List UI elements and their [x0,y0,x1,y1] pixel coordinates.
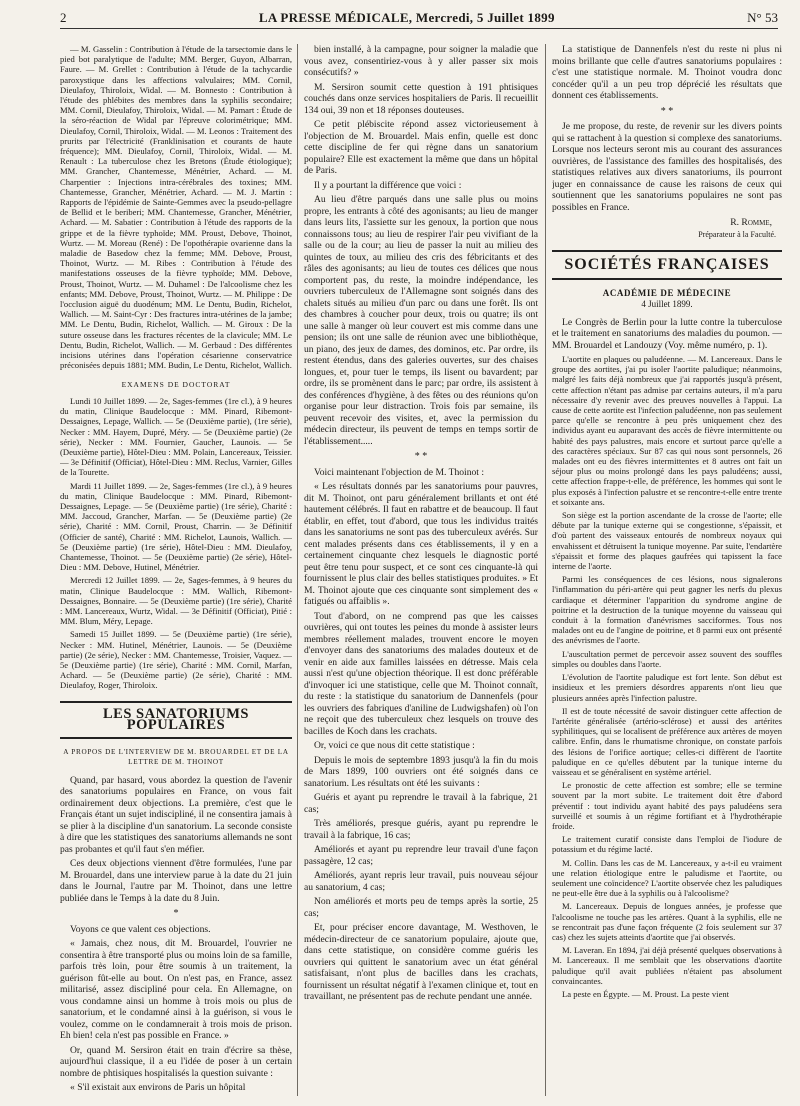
exam-paragraph: Lundi 10 Juillet 1899. — 2e, Sages-femmes (1re cl.), à 9 heures du matin, Clinique Baudelocque : MM. Pinard, Ribemont-Dessaignes, Lepage, Wallich. — 5e (Deuxième partie), (1re série), Necker : MM. Hayem, Dupré, Méry. — 5e (Deuxième partie) (2e série), Necker : MM. Fournier, Gaucher, Launois. — 5e (Deuxième partie), Hôtel-Dieu : MM. Polain, Lancereaux, Teissier. — 3e Définitif (Officiat), Hôtel-Dieu : MM. Reclus, Varnier, Gilles de la Tourette. [60,396,292,478]
column-3 [552,44,782,1106]
issue-number: N° 53 [747,10,778,25]
page-number: 2 [60,10,67,25]
session-paragraph: Le pronostic de cette affection est sombre; elle se termine souvent par la mort subite. Le traitement doit être d'abord préventif : tout individu ayant habité des pays paludéens sera surveillé et soumis à un régime fortifiant et à l'hydrothérapie froide. [552,780,782,831]
article-paragraph: bien installé, à la campagne, pour soigner la maladie que vous avez, consentiriez-vous à y aller passer six mois consécutifs? » [304,44,538,78]
article-paragraph: Or, quand M. Sersiron était en train d'écrire sa thèse, aujourd'hui classique, il a eu l'idée de poser à un certain nombre de phtisiques hospitalisés la question suivante : [60,1044,292,1079]
section-title: SOCIÉTÉS FRANÇAISES [552,250,782,280]
statistic-item: Guéris et ayant pu reprendre le travail à la fabrique, 21 cas; [304,792,538,815]
article-paragraph: « S'il existait aux environs de Paris un hôpital [70,1082,246,1094]
session-paragraph: L'auscultation permet de percevoir assez souvent des souffles simples ou doubles dans l'aorte. [552,648,782,669]
article-paragraph: Depuis le mois de septembre 1893 jusqu'à la fin du mois de Mars 1899, 100 ouvriers ont été soignés dans ce sanatorium. Les résultats ont été les suivants : [304,754,538,789]
column-rule-2 [545,44,546,1096]
section-separator: * [173,908,179,920]
session-paragraph: M. Collin. Dans les cas de M. Lancereaux, y a-t-il eu vraiment une relation étiologique entre le paludisme et l'aortite, ou seulement une coïncidence? L'aortite observée chez les paludiques ne peut-elle être due à la syphilis ou à l'alcoolisme? [552,857,782,899]
session-paragraph: Le Congrès de Berlin pour la lutte contre la tuberculose et le traitement en sanatoriums des maladies du poumon. — MM. Brouardel et Landouzy (Voy. même numéro, p. 1). [552,316,782,351]
session-paragraph: L'évolution de l'aortite paludique est fort lente. Son début est insidieux et les premiers désordres apparents n'ont lieu que plusieurs années après l'infection palustre. [552,672,782,703]
article-paragraph: La statistique de Dannenfels n'est du reste ni plus ni moins brillante que celle d'autres sanatoriums populaires : c'est une statistique normale. M. Thoinot voudra donc concéder qu'il a un peu trop déprécié les résultats que donnent ces établissements. [552,44,782,101]
statistic-item: Très améliorés, presque guéris, ayant pu reprendre le travail à la fabrique, 16 cas; [304,818,538,841]
statistic-item: Non améliorés et morts peu de temps après la sortie, 25 cas; [304,896,538,919]
exam-heading: EXAMENS DE DOCTORAT [121,379,231,389]
article-paragraph: Il y a pourtant la différence que voici : [314,179,462,191]
session-paragraph: Le traitement curatif consiste dans l'emploi de l'iodure de potassium et du régime lacté. [552,834,782,855]
article-paragraph: « Les résultats donnés par les sanatoriums pour pauvres, dit M. Thoinot, ont paru généralement brillants et ont été hautement célébrés. Il faut en rabattre et de beaucoup. Il faut établir, en effet, tout d'abord, que tous les individus traités dans les sanatoriums ne sont pas des tuberculeux avérés. Sur cent malades présents dans ces établissements, il y en a certainement cinquante chez lesquels le diagnostic porté peut être tenu pour suspect, et ce sont ces cinquante-là qui fournissent le plus clair des belles statistiques produites. » Et M. Thoinot ajoute que ces cinquante sont simplement des « fatigués ou affaiblis ». [304,481,538,607]
session-paragraph: La peste en Égypte. — M. Proust. La peste vient [562,988,730,999]
article-paragraph: Je me propose, du reste, de revenir sur les divers points qui se rattachent à la question si complexe des sanatoriums. Lorsque nos lecteurs seront mis au courant des assurances ouvrières, de l'assistance des familles des hospitalisés, des statistiques relatives aux divers sanatoriums, ils pourront juger en connaissance de cause les raisons de ceux qui soutiennent que les sanatoriums populaires ne sont pas possibles en France. [552,121,782,213]
column-rule-1 [297,44,298,1096]
article-paragraph: M. Sersiron soumit cette question à 191 phtisiques couchés dans onze services hospitaliers de Paris. Il recueillit 134 oui, 39 non et 18 réponses douteuses. [304,81,538,116]
article-paragraph: Au lieu d'être parqués dans une salle plus ou moins propre, les entrants à côté des agonisants; au lieu de manger dans leurs lits, l'assiette sur les genoux, la portion que nous connaissons tous; au lieu de respirer l'air peu vivifiant de la salle ou de la cour; au lieu de passer la nuit au milieu des quintes de toux, au milieu des cris des fébricitants et des râles des agonisants; au lieu de toutes ces délices que nous comportent pas, du reste, la moindre indépendance, les ouvriers tuberculeux de l'Allemagne sont soignés dans des chalets situés au milieu d'un parc ou dans une forêt. Ils ont des chambres à coucher pour deux, trois ou quatre; ils ont une salle à manger où leur couvert est mis comme dans une pension; ils ont une salle de réunion avec une bibliothèque, un piano, des jeux de dames, des dominos, etc. Par ordre, ils restent étendus, dans des galeries ouvertes, sur des chaises longues, et, pour tuer le temps, ils lisent ou bavardent; par ordre, ils se promènent dans le parc; par ordre, ils assistent à des conférences d'hygiène, à des fêtes ou des réunions qu'on organise pour leur distraction. Trois fois par semaine, ils peuvent recevoir des visites, et, avec la permission du médecin directeur, ils peuvent de temps en temps sortir de l'établissement..... [304,194,538,447]
article-paragraph: Voyons ce que valent ces objections. [70,923,211,935]
article-title: LES SANATORIUMS POPULAIRES [60,701,292,739]
column-1 [60,44,292,1106]
article-paragraph: Or, voici ce que nous dit cette statistique : [314,740,475,751]
session-paragraph: M. Laveran. En 1894, j'ai déjà présenté quelques observations à M. Lancereaux. Il me semblait que les observations d'aortite paludique qu'il avait publiées n'étaient pas absolument convaincantes. [552,945,782,986]
statistic-item: Améliorés, ayant repris leur travail, puis nouveau séjour au sanatorium, 4 cas; [304,870,538,893]
article-paragraph: Ces deux objections viennent d'être formulées, l'une par M. Brouardel, dans une interview parue à la date du 21 juin dans le Journal, l'autre par M. Thoinot, dans une lettre publiée dans le Temps à la date du 8 Juin. [60,858,292,904]
journal-title: LA PRESSE MÉDICALE, Mercredi, 5 Juillet 1899 [258,10,555,25]
article-paragraph: Ce petit plébiscite répond assez victorieusement à l'objection de M. Brouardel. Mais enfin, quelle est donc cette discipline de fer qui règne dans un sanatorium populaire? Elle est exactement la même que dans un hôpital de Paris. [304,119,538,176]
exam-paragraph: Samedi 15 Juillet 1899. — 5e (Deuxième partie) (1re série), Necker : MM. Hutinel, Ménétrier, Launois. — 5e (Deuxième partie) (2e série), Necker : MM. Chantemesse, Troisier, Vaquez. — 5e (Deuxième partie) (1re série), Charité : MM. Cornil, Marfan, Achard. — 5e (Deuxième partie) (2e série), Charité : MM. Dieulafoy, Roger, Thiroloix. [60,629,292,691]
article-paragraph: Quand, par hasard, vous abordez la question de l'avenir des sanatoriums populaires en France, on vous fait ordinairement deux objections. La première, c'est que le Français étant un sujet indiscipliné, il ne consentira jamais à se plier à la discipline d'un sanatorium. La seconde consiste à dire que les statistiques des sanatoriums allemands ne sont pas probantes et qu'il faut s'en méfier. [60,774,292,855]
statistic-item: Améliorés et ayant pu reprendre leur travail d'une façon passagère, 12 cas; [304,844,538,867]
article-paragraph: « Jamais, chez nous, dit M. Brouardel, l'ouvrier ne consentira à être transporté plus ou moins loin de sa famille, parfois très loin, pour être soumis à un traitement, la guérison fût-elle au bout. On n'est pas, en France, assez militarisé, assez discipliné pour cela. En Allemagne, on vous condamne ainsi un homme à trois mois ou plus de sanatorium, et le condamné ainsi à la guérison, si vous le voulez, comme on le condamnerait à trois mois de prison. Eh bien! cela n'est pas possible en France. » [60,938,292,1042]
exam-paragraph: Mardi 11 Juillet 1899. — 2e, Sages-femmes (1re cl.), à 9 heures du matin, Clinique Baudelocque : MM. Pinard, Ribemont-Dessaignes, Lepage. — 5e (Deuxième partie) (1re série), Charité : MM. Jaccoud, Grancher, Marfan. — 5e (Deuxième partie) (2e série), Charité : MM. Cornil, Proust, Charrin. — 3e Définitif (Officier de santé), Charité : MM. Richelot, Launois, Wallich. — 5e (Deuxième partie) (1re série), Hôtel-Dieu : MM. Dieulafoy, Chantemesse, Thoinot. — 5e (Deuxième partie) (2e série), Hôtel-Dieu : MM. Debove, Hutinel, Ménétrier. [60,480,292,573]
section-separator: * * [660,105,674,117]
author-signature: R. Romme, [730,217,772,228]
section-separator: * * [414,451,428,462]
author-title: Préparateur à la Faculté. [698,229,776,239]
column-2 [304,44,538,1106]
article-paragraph: Tout d'abord, on ne comprend pas que les caisses ouvrières, qui ont toutes les peines du monde à assister leurs membres réellement malades, trouvent encore le moyen d'envoyer dans des sanatoriums des malades douteux et de venir en aide aux familles laissées en détresse. Mais cela aussi n'est qu'une objection théorique. Il est donc préférable d'invoquer ici une statistique, celle que M. Thoinot connaît, du reste : la statistique du sanatorium de Dannenfels (pour les ouvriers des fabriques d'aniline de Ludwigshafen) où l'on ne reçoit que des tuberculeux chez lesquels on trouve des bacilles de Koch dans les crachats. [304,610,538,737]
article-paragraph: Voici maintenant l'objection de M. Thoinot : [314,466,485,478]
academy-date: 4 Juillet 1899. [641,299,693,309]
article-subtitle: A PROPOS DE L'INTERVIEW DE M. BROUARDEL ET DE LA LETTRE DE M. THOINOT [63,747,289,766]
page-header [60,6,778,29]
session-paragraph: L'aortite en plaques ou paludéenne. — M. Lancereaux. Dans le groupe des aortites, j'ai pu isoler l'aortite paludique; néanmoins, malgré les faits déjà nombreux que j'ai rapportés jusqu'à présent, cette affection n'étant pas admise par certains auteurs, il m'a paru nécessaire d'y revenir avec des preuves nouvelles à l'appui. La cause de cette aortite est l'infection paludéenne, non pas seulement parce qu'elle se rencontre à peu près uniquement chez des individus ayant eu auparavant des accès de fièvre intermittente ou habité des pays palustres, mais encore et surtout parce qu'elle a des caractères spéciaux. Sur 87 cas qui nous sont personnels, 26 malades ont eu des fièvres intermittentes et 8 autres ont fait un séjour plus ou moins prolongé dans les pays paludéens; aussi, cette affection frappe-t-elle, de préférence, les hommes qui sont le plus exposés à l'infection palustre et se rencontre-t-elle entre trente et soixante ans. [552,354,782,507]
academy-heading: ACADÉMIE DE MÉDECINE [602,287,732,298]
session-paragraph: Son siège est la portion ascendante de la crosse de l'aorte; elle débute par la tunique externe qui se congestionne, s'épaissit, et d'où partent des vaisseaux entourés de nombreux noyaux qui envahissent et détruisent la tunique moyenne. Par suite, l'endartère s'épaissit et forme des plaques gaufrées qui tapissent la face interne de l'aorte. [552,510,782,572]
article-paragraph: Et, pour préciser encore davantage, M. Westhoven, le médecin-directeur de ce sanatorium populaire, ajoute que, dans cette statistique, on considère comme guéris les ouvriers qui quittent le sanatorium avec un état général satisfaisant, n'ont plus de bacilles dans les crachats, fournissent un résultat négatif à l'examen clinique et, tout en travaillant, ne présentent pas de rechute pendant une année. [304,922,538,1002]
session-paragraph: Parmi les conséquences de ces lésions, nous signalerons l'inflammation du péri-artère qui peut gagner les nerfs du plexus cardiaque et déterminer l'apparition du syndrome angine de poitrine et la destruction de la tunique moyenne du vaisseau qui conduit à la formation d'anévrismes sacciformes. Tous nos malades ont eu de l'angine de poitrine, et 8 parmi eux ont présenté des anévrismes de l'aorte. [552,574,782,646]
session-paragraph: M. Lancereaux. Depuis de longues années, je professe que l'alcoolisme ne touche pas les artères. Quant à la syphilis, elle ne se rencontrait pas d'une façon fréquente (2 fois seulement sur 37 cas) chez les sujets atteints d'aortite que j'ai observés. [552,901,782,942]
session-paragraph: Il est de toute nécessité de savoir distinguer cette affection de l'artérite généralisée (artério-sclérose) et aussi des artérites syphilitiques, qui se localisent de préférence aux artères de moyen calibre. Enfin, dans le rhumatisme chronique, on constate parfois des lésions de l'orifice aortique; celles-ci diffèrent de l'aortite paludique en ce qu'elles débutent par la tunique interne du vaisseau et se généralisent en système artériel. [552,705,782,777]
thesis-list: — M. Gasselin : Contribution à l'étude de la tarsectomie dans le pied bot paralytique de l'adulte; MM. Berger, Guyon, Albarran, Faure. — M. Grellet : Contribution à l'étude de la tachycardie paroxystique dans les affections valvulaires; MM. Cornil, Dieulafoy, Thiroloix, Widal. — M. Bonnesto : Contribution à l'étude des phlébites des membres dans la syphilis secondaire; MM. Cornil, Dieulafoy, Thiroloix, Widal. — M. Pamart : Étude de la séro-réaction de Widal par l'épreuve colorimétrique; MM. Dieulafoy, Cornil, Thiroloix, Widal. — M. Leonos : Traitement des prurits par l'électricité (Franklinisation et courants de haute fréquence); MM. Dieulafoy, Cornil, Thiroloix, Widal. — M. Renault : La tuberculose chez les Bretons (Étude étiologique); MM. Grancher, Chantemesse, Ménétrier, Achard. — M. Charpentier : Injections intra-cérébrales des toxines; MM. Chantemesse, Grancher, Ménétrier, Achard. — M. J. Martin : Rapports de l'épidémie de Sainte-Gemmes avec la pseudo-pellagre de Bellid et le beriberi; MM. Chantemesse, Grancher, Ménétrier, Achard. — M. Sabatier : Contribution à l'étude des rapports de la grippe et de la fièvre typhoïde; MM. Proust, Debove, Thoinot, Wurtz. — M. Moreau (René) : De l'opothérapie ovarienne dans la maladie de Basedow chez la femme; MM. Debove, Proust, Thoinot, Wurtz. — M. Ribes : Contribution à l'étude des manifestations osseuses de la fièvre typhoïde; MM. Debove, Proust, Thoinot, Wurtz. — M. Duhamel : De l'alcoolisme chez les enfants; MM. Debove, Proust, Thoinot, Wurtz. — M. Philippe : De l'occlusion aiguë du duodénum; MM. Le Dentu, Budin, Richelot, Wallich. — M. Saint-Cyr : Des fractures intra-utérines de la jambe; MM. Le Dentu, Budin, Richelot, Wallich. — M. Giroux : De la suture osseuse dans les fractures récentes de la clavicule; MM. Le Dentu, Budin, Richelot, Wallich. — M. Gerbaud : Des différentes incisions utérines dans l'opération césarienne conservatrice préconisées depuis 1881; MM. Budin, Le Dentu, Richelot, Wallich. [60,44,292,371]
exam-paragraph: Mercredi 12 Juillet 1899. — 2e, Sages-femmes, à 9 heures du matin, Clinique Baudelocque : MM. Wallich, Ribemont-Dessaignes, Bonnaire. — 5e (Deuxième partie) (1re série), Charité : MM. Lancereaux, Wurtz, Widal. — 3e Définitif (Officiat), Pitié : MM. Blum, Méry, Lepage. [60,575,292,627]
